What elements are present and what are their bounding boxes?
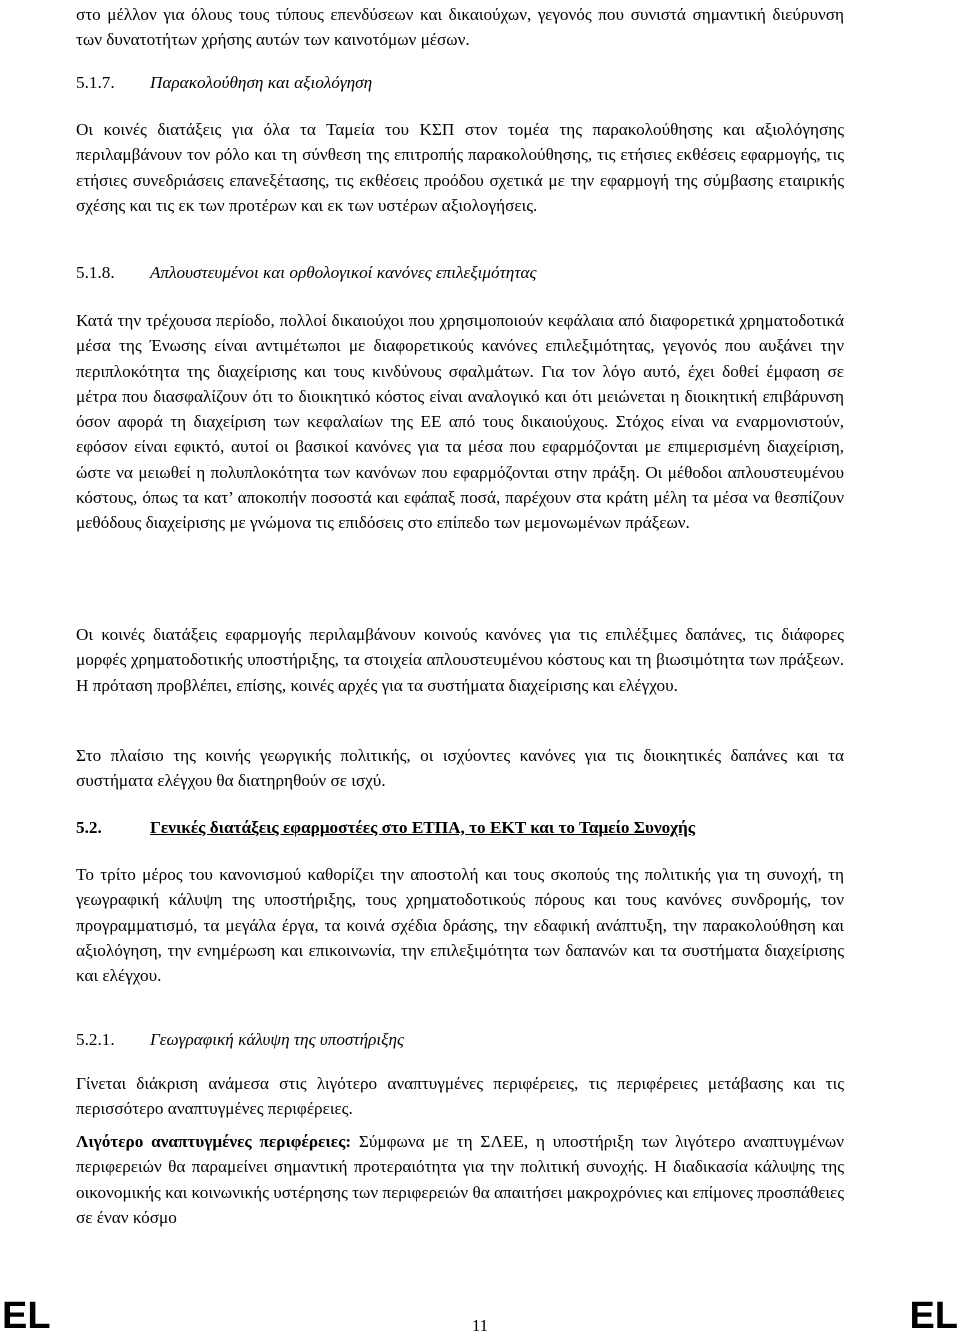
section-5-2-heading: [76, 815, 844, 840]
section-title: Παρακολούθηση και αξιολόγηση: [150, 73, 373, 92]
section-5-2-1-heading: [76, 1027, 844, 1052]
footer-language-left: EL: [2, 1295, 51, 1337]
page-number: 11: [471, 1316, 489, 1335]
section-title: Απλουστευμένοι και ορθολογικοί κανόνες επιλεξιμότητας: [150, 263, 537, 282]
footer-language-right: EL: [909, 1295, 958, 1337]
section-number: 5.2.: [76, 818, 102, 837]
section-number: 5.2.1.: [76, 1030, 115, 1049]
less-developed-text: Σύμφωνα με τη ΣΛΕΕ, η υποστήριξη των λιγότερο αναπτυγμένων περιφερειών θα παραμείνει σημαντική προτεραιότητα για την πολιτική συνοχής. Η διαδικασία κάλυψης της οικονομικής και κοινωνικής υστέρησης των περιφερειών θα απαιτήσει μακροχρόνιες και επίμονες προσπάθειες σε έναν κόσμο: [76, 1132, 844, 1227]
general-provisions-paragraph: Το τρίτο μέρος του κανονισμού καθορίζει την αποστολή και τους σκοπούς της πολιτικής για τη συνοχή, τη γεωγραφική κάλυψη της υποστήριξης, τους χρηματοδοτικούς πόρους και τους κανόνες συνδρομής, τον προγραμματισμό, τα μεγάλα έργα, τα κοινά σχέδια δράσης, την εδαφική ανάπτυξη, την παρακολούθηση και αξιολόγηση, την ενημέρωση και επικοινωνία, την επιλεξιμότητα των δαπανών και τα συστήματα διαχείρισης και ελέγχου.: [76, 865, 844, 986]
continuation-paragraph: στο μέλλον για όλους τους τύπους επενδύσεων και δικαιούχων, γεγονός που συνιστά σημαντική διεύρυνση των δυνατοτήτων χρήσης αυτών των καινοτόμων μέσων.: [76, 5, 844, 50]
section-number: 5.1.8.: [76, 263, 115, 282]
section-title: Γενικές διατάξεις εφαρμοστέες στο ΕΤΠΑ, το ΕΚΤ και το Ταμείο Συνοχής: [150, 818, 695, 837]
section-number: 5.1.7.: [76, 73, 115, 92]
geographic-coverage-paragraph: Γίνεται διάκριση ανάμεσα στις λιγότερο αναπτυγμένες περιφέρειες, τις περιφέρειες μετάβασης και τις περισσότερο αναπτυγμένες περιφέρειες.: [76, 1074, 844, 1119]
monitoring-paragraph: Οι κοινές διατάξεις για όλα τα Ταμεία του ΚΣΠ στον τομέα της παρακολούθησης και αξιολόγησης περιλαμβάνουν τον ρόλο και τη σύνθεση της επιτροπής παρακολούθησης, τις ετήσιες εκθέσεις εφαρμογής, τις ετήσιες συνεδριάσεις επανεξέτασης, τις εκθέσεις προόδου σχετικά με την εφαρμογή της σύμβασης εταιρικής σχέσης και τις εκ των προτέρων και εκ των υστέρων αξιολογήσεις.: [76, 120, 844, 215]
eligibility-paragraph-3: Στο πλαίσιο της κοινής γεωργικής πολιτικής, οι ισχύοντες κανόνες για τις διοικητικές δαπάνες και τα συστήματα ελέγχου θα διατηρηθούν σε ισχύ.: [76, 746, 844, 791]
section-5-1-7-heading: [76, 70, 844, 95]
eligibility-paragraph-2: Οι κοινές διατάξεις εφαρμογής περιλαμβάνουν κοινούς κανόνες για τις επιλέξιμες δαπάνες, τις διάφορες μορφές χρηματοδοτικής υποστήριξης, τα στοιχεία απλουστευμένου κόστους και τη βιωσιμότητα των πράξεων. Η πρόταση προβλέπει, επίσης, κοινές αρχές για τα συστήματα διαχείρισης και ελέγχου.: [76, 625, 844, 695]
section-5-1-8-heading: [76, 260, 844, 285]
less-developed-label: Λιγότερο αναπτυγμένες περιφέρειες:: [76, 1132, 352, 1151]
eligibility-paragraph-1: Κατά την τρέχουσα περίοδο, πολλοί δικαιούχοι που χρησιμοποιούν κεφάλαια από διαφορετικά χρηματοδοτικά μέσα της Ένωσης είναι αντιμέτωποι με διαφορετικούς κανόνες επιλεξιμότητας, γεγονός που αυξάνει την περιπλοκότητα της διαχείρισης και τους κινδύνους σφαλμάτων. Για τον λόγο αυτό, έχει δοθεί έμφαση σε μέτρα που διασφαλίζουν ότι το διοικητικό κόστος είναι αναλογικό και ότι μειώνεται η διοικητική επιβάρυνση όσον αφορά τη διαχείριση των κεφαλαίων της ΕΕ από τους δικαιούχους. Στόχος είναι να εναρμονιστούν, εφόσον είναι εφικτό, αυτοί οι βασικοί κανόνες για τα μέσα που εφαρμόζονται με επιμερισμένη διαχείριση, ώστε να μειωθεί η πολυπλοκότητα των κανόνων που εφαρμόζονται στην πράξη. Οι μέθοδοι απλουστευμένου κόστους, όπως τα κατ’ αποκοπήν ποσοστά και εφάπαξ ποσά, παρέχουν στα κράτη μέλη τα μέσα να θεσπίζουν μεθόδους διαχείρισης με γνώμονα τις επιδόσεις στο επίπεδο των μεμονωμένων πράξεων.: [76, 311, 844, 533]
less-developed-regions-paragraph: [76, 1129, 844, 1230]
section-title: Γεωγραφική κάλυψη της υποστήριξης: [150, 1030, 404, 1049]
